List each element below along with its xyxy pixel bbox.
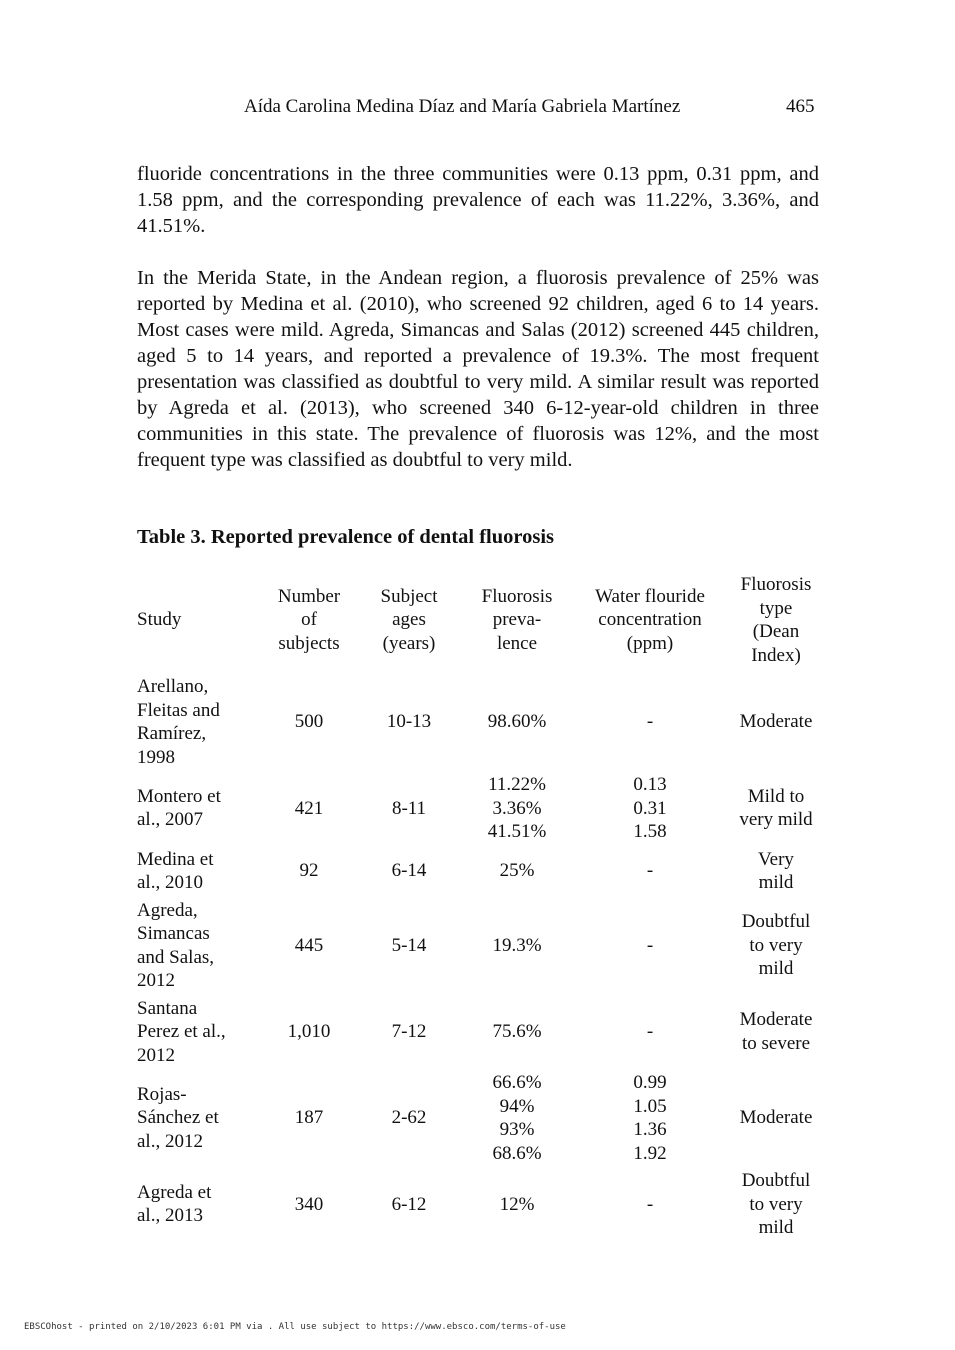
- cell-study: Medina et al., 2010: [137, 848, 214, 893]
- prevalence-value: 75.6%: [492, 1021, 542, 1042]
- cell-ages: 2-62: [391, 1107, 427, 1129]
- header-study: Study: [137, 609, 182, 631]
- cell-water: [577, 995, 723, 1070]
- cell-study: Montero et al., 2007: [137, 785, 221, 831]
- cell-ages: 8-11: [391, 797, 427, 819]
- cell-subjects: 1,010: [287, 1021, 331, 1042]
- cell-ages: 10-13: [386, 711, 432, 733]
- cell-study: Agreda et al., 2013: [137, 1181, 212, 1227]
- prevalence-value: 12%: [499, 1193, 535, 1215]
- cell-prevalence: [457, 673, 577, 771]
- prevalence-value: 93%: [499, 1119, 535, 1140]
- prevalence-value: 94%: [499, 1095, 535, 1117]
- water-value: -: [646, 711, 654, 733]
- cell-type: Doubtful to very mild: [741, 911, 811, 980]
- cell-study: Arellano, Fleitas and Ramírez, 1998: [137, 676, 220, 768]
- table-body: [137, 673, 829, 1242]
- cell-type: Doubtful to very mild: [741, 1170, 811, 1238]
- ebsco-footer: EBSCOhost - printed on 2/10/2023 6:01 PM via . All use subject to https://www.ebsco.com/terms-of-use: [24, 1322, 566, 1332]
- table-row: [137, 846, 829, 897]
- cell-ages: 7-12: [391, 1021, 427, 1042]
- prevalence-value: 25%: [499, 860, 535, 882]
- water-value: 0.99: [633, 1072, 667, 1093]
- prevalence-value: 68.6%: [492, 1142, 542, 1164]
- cell-study: Agreda, Simancas and Salas, 2012: [137, 899, 215, 991]
- water-value: 1.92: [633, 1142, 667, 1164]
- cell-prevalence: [457, 995, 577, 1070]
- water-value: -: [646, 1021, 654, 1042]
- cell-water: [577, 897, 723, 995]
- prevalence-value: 66.6%: [492, 1072, 542, 1093]
- table-row: [137, 1069, 829, 1167]
- table-row: [137, 1167, 829, 1242]
- water-value: -: [646, 1193, 654, 1215]
- cell-water: [577, 846, 723, 897]
- cell-prevalence: [457, 1167, 577, 1242]
- water-value: -: [646, 860, 654, 882]
- cell-prevalence: [457, 1069, 577, 1167]
- prevalence-value: 3.36%: [492, 797, 542, 819]
- table-row: [137, 673, 829, 771]
- cell-prevalence: [457, 846, 577, 897]
- header-prevalence: Fluorosis preva- lence: [481, 585, 553, 654]
- cell-water: [577, 1167, 723, 1242]
- prevalence-value: 19.3%: [492, 934, 542, 956]
- table-row: [137, 897, 829, 995]
- cell-water: [577, 673, 723, 771]
- cell-type: Moderate: [739, 1107, 813, 1129]
- header-water: Water flouride concentration (ppm): [595, 585, 705, 654]
- cell-type: Moderate to severe: [739, 1009, 813, 1054]
- table-header-row: [137, 571, 829, 673]
- cell-ages: 6-14: [391, 860, 427, 882]
- table-title: Table 3. Reported prevalence of dental fluorosis: [137, 526, 555, 548]
- water-value: 0.13: [633, 774, 667, 795]
- header-type: Fluorosis type (Dean Index): [740, 574, 812, 666]
- prevalence-table: [137, 571, 829, 1242]
- prevalence-value: 98.60%: [487, 711, 547, 733]
- cell-water: [577, 1069, 723, 1167]
- header-subjects: Number of subjects: [277, 585, 341, 654]
- water-value: 1.36: [633, 1119, 667, 1140]
- water-value: -: [646, 934, 654, 956]
- running-head-authors: Aída Carolina Medina Díaz and María Gabriela Martínez: [244, 96, 681, 117]
- cell-water: [577, 771, 723, 846]
- table-row: [137, 995, 829, 1070]
- cell-study: Rojas- Sánchez et al., 2012: [137, 1083, 219, 1152]
- cell-ages: 5-14: [391, 934, 427, 956]
- cell-subjects: 445: [294, 934, 324, 956]
- water-value: 1.58: [633, 821, 667, 842]
- cell-type: Moderate: [739, 711, 813, 733]
- body-paragraph-2: In the Merida State, in the Andean region, a fluorosis prevalence of 25% was reported by Medina et al. (2010), who screened 92 children, aged 6 to 14 years. Most cases were mild. Agreda, Simancas and Salas (2012) screened 445 children, aged 5 to 14 years, and reported a prevalence of 19.3%. The most frequent presentation was classified as doubtful to very mild. A similar result was reported by Agreda et al. (2013), who screened 340 6-12-year-old children in three communities in this state. The prevalence of fluorosis was 12%, and the most frequent type was classified as doubtful to very mild.: [137, 267, 819, 471]
- cell-subjects: 421: [294, 797, 324, 819]
- body-paragraph-1: fluoride concentrations in the three communities were 0.13 ppm, 0.31 ppm, and 1.58 ppm, and the corresponding prevalence of each was 11.22%, 3.36%, and 41.51%.: [137, 163, 819, 237]
- cell-subjects: 500: [294, 711, 324, 733]
- cell-prevalence: [457, 771, 577, 846]
- header-ages: Subject ages (years): [380, 585, 438, 654]
- cell-prevalence: [457, 897, 577, 995]
- table-row: [137, 771, 829, 846]
- water-value: 1.05: [633, 1095, 667, 1117]
- cell-study: Santana Perez et al., 2012: [137, 997, 226, 1066]
- cell-type: Very mild: [758, 848, 794, 893]
- cell-ages: 6-12: [391, 1193, 427, 1215]
- cell-subjects: 340: [294, 1193, 324, 1215]
- prevalence-value: 11.22%: [488, 774, 546, 795]
- cell-type: Mild to very mild: [739, 785, 813, 831]
- page-number: 465: [786, 96, 815, 117]
- cell-subjects: 92: [299, 860, 319, 882]
- prevalence-value: 41.51%: [487, 821, 547, 842]
- water-value: 0.31: [633, 797, 667, 819]
- running-head: [0, 96, 955, 122]
- cell-subjects: 187: [294, 1107, 324, 1129]
